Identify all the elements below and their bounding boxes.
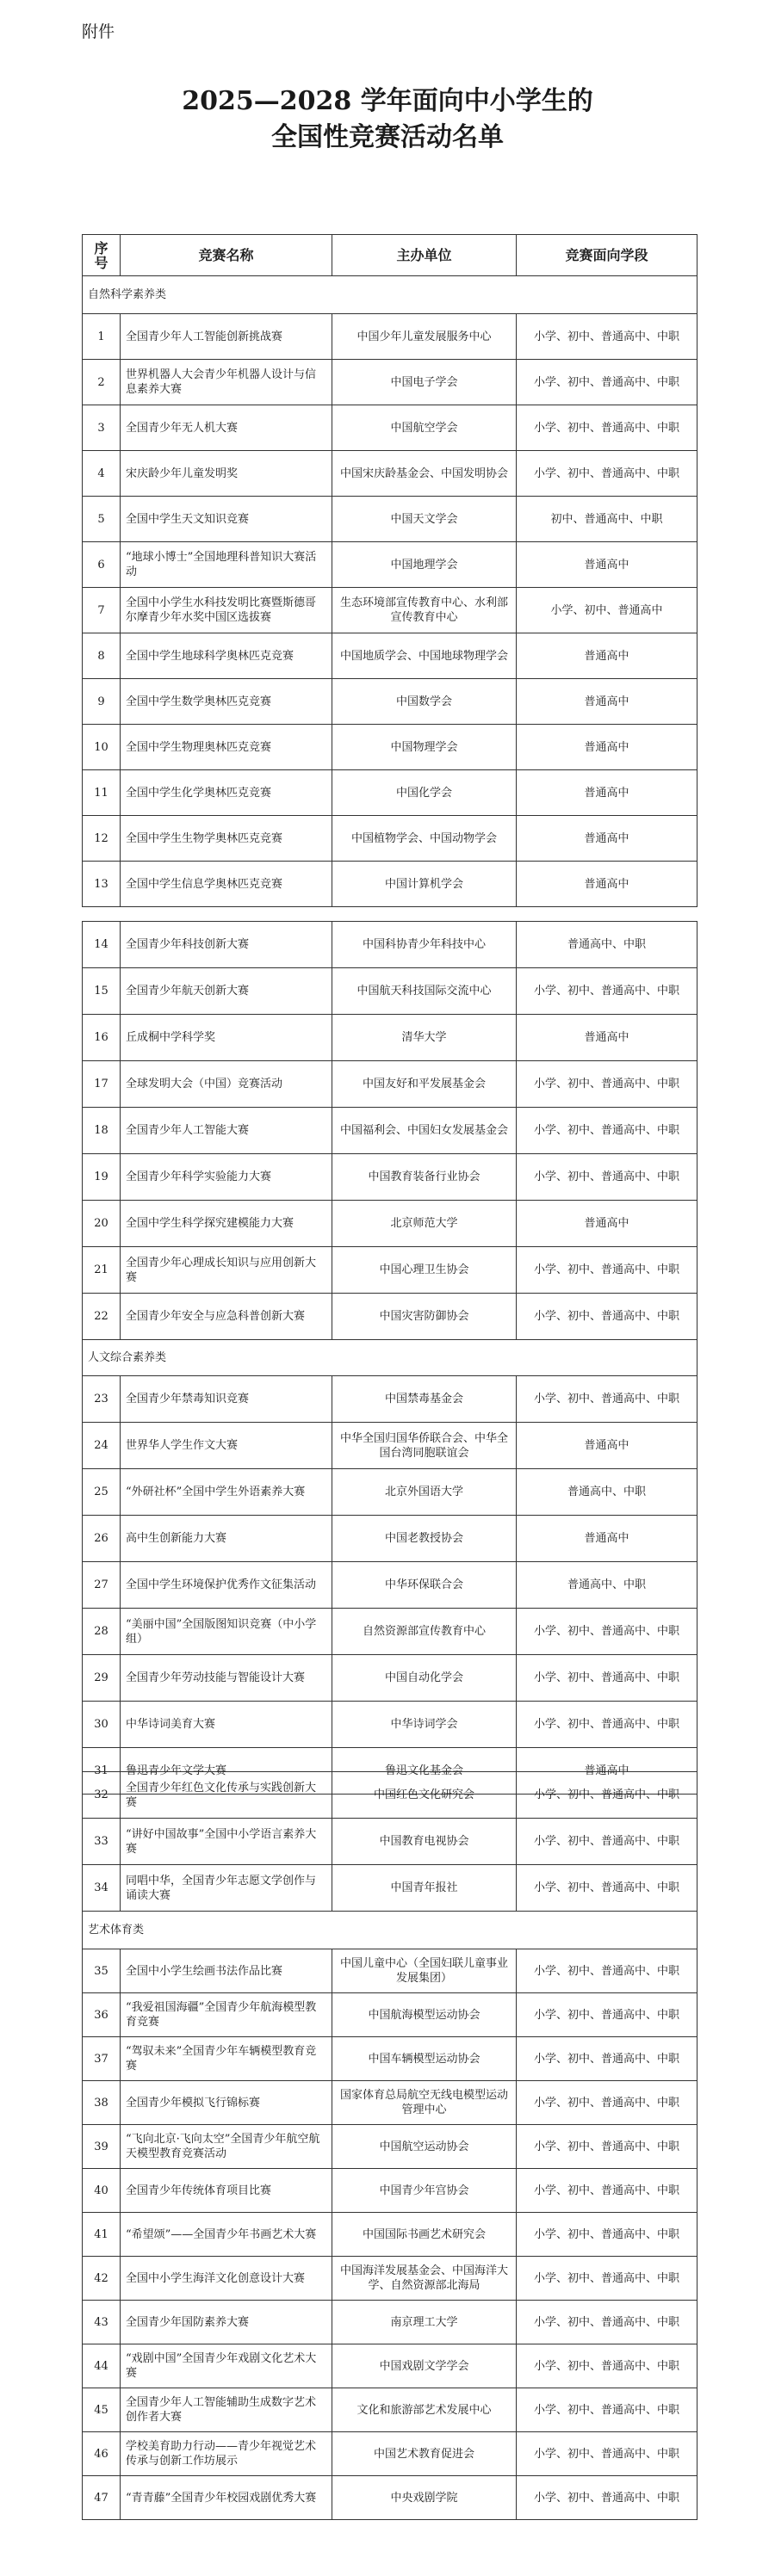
- target-stage: 普通高中、中职: [517, 1562, 698, 1609]
- competition-name: 全国中学生化学奥林匹克竞赛: [121, 770, 332, 816]
- competition-name: 全国中小学生海洋文化创意设计大赛: [121, 2257, 332, 2301]
- table-row: [83, 2388, 698, 2432]
- target-stage: 普通高中: [517, 1015, 698, 1061]
- target-stage: 普通高中: [517, 679, 698, 725]
- row-number: 44: [83, 2344, 121, 2388]
- competition-name: 世界华人学生作文大赛: [121, 1423, 332, 1469]
- table-row: [83, 2081, 698, 2125]
- target-stage: 小学、初中、普通高中、中职: [517, 2257, 698, 2301]
- competition-name: 宋庆龄少年儿童发明奖: [121, 451, 332, 497]
- table-row: [83, 2125, 698, 2169]
- table-row: [83, 1154, 698, 1201]
- organizer: 中国友好和平发展基金会: [332, 1061, 517, 1108]
- target-stage: 普通高中: [517, 1201, 698, 1247]
- organizer: 中国化学会: [332, 770, 517, 816]
- competition-name: “驾驭未来”全国青少年车辆模型教育竞赛: [121, 2037, 332, 2081]
- organizer: 中国宋庆龄基金会、中国发明协会: [332, 451, 517, 497]
- table-row: [83, 1469, 698, 1516]
- row-number: 37: [83, 2037, 121, 2081]
- competition-name: 全国中学生地球科学奥林匹克竞赛: [121, 633, 332, 679]
- row-number: 43: [83, 2301, 121, 2344]
- table-row: [83, 497, 698, 542]
- row-number: 28: [83, 1609, 121, 1655]
- attachment-label: 附件: [82, 22, 115, 41]
- row-number: 8: [83, 633, 121, 679]
- organizer: 中国红色文化研究会: [332, 1772, 517, 1819]
- row-number: 23: [83, 1376, 121, 1423]
- organizer: 中国航天科技国际交流中心: [332, 968, 517, 1015]
- target-stage: 小学、初中、普通高中、中职: [517, 1993, 698, 2037]
- table-row: [83, 1108, 698, 1154]
- section-row-arts: [83, 1912, 698, 1949]
- row-number: 39: [83, 2125, 121, 2169]
- competition-name: 全国中学生物理奥林匹克竞赛: [121, 725, 332, 770]
- row-number: 41: [83, 2213, 121, 2257]
- table-row: [83, 1609, 698, 1655]
- competition-name: 全国中小学生绘画书法作品比赛: [121, 1949, 332, 1993]
- row-number: 30: [83, 1702, 121, 1748]
- section-label: 人文综合素养类: [83, 1340, 698, 1376]
- competition-name: 全球发明大会（中国）竞赛活动: [121, 1061, 332, 1108]
- target-stage: 小学、初中、普通高中、中职: [517, 968, 698, 1015]
- target-stage: 小学、初中、普通高中、中职: [517, 2388, 698, 2432]
- section-row-humanities: [83, 1340, 698, 1376]
- table-row: [83, 1061, 698, 1108]
- row-number: 16: [83, 1015, 121, 1061]
- row-number: 21: [83, 1247, 121, 1294]
- target-stage: 普通高中、中职: [517, 922, 698, 968]
- header-stage: 竞赛面向学段: [517, 235, 698, 276]
- row-number: 45: [83, 2388, 121, 2432]
- competition-name: “飞向北京·飞向太空”全国青少年航空航天模型教育竞赛活动: [121, 2125, 332, 2169]
- row-number: 12: [83, 816, 121, 862]
- competition-name: 全国青少年航天创新大赛: [121, 968, 332, 1015]
- competition-name: “我爱祖国海疆”全国青少年航海模型教育竞赛: [121, 1993, 332, 2037]
- table-row: [83, 770, 698, 816]
- organizer: 中国地质学会、中国地球物理学会: [332, 633, 517, 679]
- competition-name: 全国青少年人工智能辅助生成数字艺术创作者大赛: [121, 2388, 332, 2432]
- table-row: [83, 1423, 698, 1469]
- table-row: [83, 1819, 698, 1865]
- competition-name: 全国中学生环境保护优秀作文征集活动: [121, 1562, 332, 1609]
- row-number: 25: [83, 1469, 121, 1516]
- competition-name: 全国中学生生物学奥林匹克竞赛: [121, 816, 332, 862]
- table-row: [83, 2344, 698, 2388]
- target-stage: 小学、初中、普通高中、中职: [517, 314, 698, 360]
- organizer: 生态环境部宣传教育中心、水利部宣传教育中心: [332, 588, 517, 633]
- table-row: [83, 725, 698, 770]
- target-stage: 小学、初中、普通高中、中职: [517, 2301, 698, 2344]
- competition-name: “希望颂”——全国青少年书画艺术大赛: [121, 2213, 332, 2257]
- competition-name: “戏剧中国”全国青少年戏剧文化艺术大赛: [121, 2344, 332, 2388]
- row-number: 34: [83, 1865, 121, 1912]
- table-row: [83, 1702, 698, 1748]
- table-row: [83, 1562, 698, 1609]
- row-number: 17: [83, 1061, 121, 1108]
- organizer: 中国青少年宫协会: [332, 2169, 517, 2213]
- target-stage: 普通高中: [517, 1516, 698, 1562]
- organizer: 中国航空运动协会: [332, 2125, 517, 2169]
- organizer: 自然资源部宣传教育中心: [332, 1609, 517, 1655]
- table-row: [83, 314, 698, 360]
- organizer: 北京师范大学: [332, 1201, 517, 1247]
- table-row: [83, 862, 698, 907]
- organizer: 中国教育装备行业协会: [332, 1154, 517, 1201]
- row-number: 36: [83, 1993, 121, 2037]
- organizer: 中国计算机学会: [332, 862, 517, 907]
- competition-name: 全国青少年科学实验能力大赛: [121, 1154, 332, 1201]
- table-row: [83, 542, 698, 588]
- target-stage: 小学、初中、普通高中、中职: [517, 1772, 698, 1819]
- organizer: 中国灾害防御协会: [332, 1294, 517, 1340]
- target-stage: 小学、初中、普通高中、中职: [517, 1865, 698, 1912]
- target-stage: 普通高中: [517, 770, 698, 816]
- row-number: 24: [83, 1423, 121, 1469]
- organizer: 中华诗词学会: [332, 1702, 517, 1748]
- row-number: 46: [83, 2432, 121, 2476]
- target-stage: 普通高中: [517, 1423, 698, 1469]
- header-org: 主办单位: [332, 235, 517, 276]
- organizer: 中国国际书画艺术研究会: [332, 2213, 517, 2257]
- row-number: 4: [83, 451, 121, 497]
- row-number: 19: [83, 1154, 121, 1201]
- competition-name: 世界机器人大会青少年机器人设计与信息素养大赛: [121, 360, 332, 405]
- table-row: [83, 2432, 698, 2476]
- organizer: 中央戏剧学院: [332, 2476, 517, 2520]
- organizer: 中华全国归国华侨联合会、中华全国台湾同胞联谊会: [332, 1423, 517, 1469]
- table-row: [83, 1949, 698, 1993]
- row-number: 6: [83, 542, 121, 588]
- table-row: [83, 588, 698, 633]
- row-number: 18: [83, 1108, 121, 1154]
- organizer: 中国天文学会: [332, 497, 517, 542]
- target-stage: 普通高中: [517, 633, 698, 679]
- table-row: [83, 679, 698, 725]
- organizer: 文化和旅游部艺术发展中心: [332, 2388, 517, 2432]
- document-title-line1: 2025—2028 学年面向中小学生的: [182, 86, 593, 116]
- row-number: 22: [83, 1294, 121, 1340]
- target-stage: 小学、初中、普通高中、中职: [517, 2476, 698, 2520]
- table-row: [83, 2169, 698, 2213]
- table-row: [83, 2257, 698, 2301]
- competition-name: 全国青少年传统体育项目比赛: [121, 2169, 332, 2213]
- table-row: [83, 2213, 698, 2257]
- organizer: 清华大学: [332, 1015, 517, 1061]
- organizer: 中国老教授协会: [332, 1516, 517, 1562]
- competition-table-block-1: [82, 234, 698, 907]
- organizer: 中国艺术教育促进会: [332, 2432, 517, 2476]
- target-stage: 普通高中: [517, 1748, 698, 1795]
- row-number: 9: [83, 679, 121, 725]
- table-row: [83, 968, 698, 1015]
- table-row: [83, 1993, 698, 2037]
- competition-name: “青青藤”全国青少年校园戏剧优秀大赛: [121, 2476, 332, 2520]
- organizer: 中国车辆模型运动协会: [332, 2037, 517, 2081]
- organizer: 国家体育总局航空无线电模型运动管理中心: [332, 2081, 517, 2125]
- row-number: 29: [83, 1655, 121, 1702]
- header-name: 竞赛名称: [121, 235, 332, 276]
- target-stage: 小学、初中、普通高中、中职: [517, 1949, 698, 1993]
- target-stage: 小学、初中、普通高中、中职: [517, 405, 698, 451]
- organizer: 中国禁毒基金会: [332, 1376, 517, 1423]
- target-stage: 小学、初中、普通高中、中职: [517, 1609, 698, 1655]
- table-row: [83, 1247, 698, 1294]
- row-number: 20: [83, 1201, 121, 1247]
- target-stage: 初中、普通高中、中职: [517, 497, 698, 542]
- organizer: 中国心理卫生协会: [332, 1247, 517, 1294]
- table-row: [83, 633, 698, 679]
- competition-name: 全国中学生科学探究建模能力大赛: [121, 1201, 332, 1247]
- target-stage: 普通高中: [517, 862, 698, 907]
- target-stage: 小学、初中、普通高中、中职: [517, 360, 698, 405]
- competition-name: 全国中学生信息学奥林匹克竞赛: [121, 862, 332, 907]
- organizer: 中国福利会、中国妇女发展基金会: [332, 1108, 517, 1154]
- organizer: 北京外国语大学: [332, 1469, 517, 1516]
- table-row: [83, 1772, 698, 1819]
- target-stage: 普通高中: [517, 816, 698, 862]
- competition-name: 全国青少年劳动技能与智能设计大赛: [121, 1655, 332, 1702]
- organizer: 南京理工大学: [332, 2301, 517, 2344]
- table-row: [83, 1015, 698, 1061]
- table-row: [83, 1376, 698, 1423]
- section-row-science: [83, 276, 698, 314]
- competition-name: 高中生创新能力大赛: [121, 1516, 332, 1562]
- competition-name: 学校美育助力行动——青少年视觉艺术传承与创新工作坊展示: [121, 2432, 332, 2476]
- competition-table-block-2: [82, 921, 698, 1795]
- competition-name: 全国青少年科技创新大赛: [121, 922, 332, 968]
- target-stage: 小学、初中、普通高中: [517, 588, 698, 633]
- organizer: 中国植物学会、中国动物学会: [332, 816, 517, 862]
- row-number: 38: [83, 2081, 121, 2125]
- target-stage: 小学、初中、普通高中、中职: [517, 451, 698, 497]
- table-row: [83, 451, 698, 497]
- organizer: 中国少年儿童发展服务中心: [332, 314, 517, 360]
- organizer: 中国科协青少年科技中心: [332, 922, 517, 968]
- section-label: 自然科学素养类: [83, 276, 698, 314]
- table-row: [83, 1516, 698, 1562]
- table-header-row: [83, 235, 698, 276]
- row-number: 10: [83, 725, 121, 770]
- organizer: 中国航空学会: [332, 405, 517, 451]
- organizer: 中国地理学会: [332, 542, 517, 588]
- organizer: 中国青年报社: [332, 1865, 517, 1912]
- table-row: [83, 2476, 698, 2520]
- row-number: 42: [83, 2257, 121, 2301]
- row-number: 40: [83, 2169, 121, 2213]
- competition-name: 全国青少年模拟飞行锦标赛: [121, 2081, 332, 2125]
- section-label: 艺术体育类: [83, 1912, 698, 1949]
- competition-name: 同唱中华，全国青少年志愿文学创作与诵读大赛: [121, 1865, 332, 1912]
- row-number: 27: [83, 1562, 121, 1609]
- row-number: 7: [83, 588, 121, 633]
- table-row: [83, 2037, 698, 2081]
- competition-name: 全国青少年无人机大赛: [121, 405, 332, 451]
- table-row: [83, 816, 698, 862]
- target-stage: 小学、初中、普通高中、中职: [517, 1819, 698, 1865]
- row-number: 1: [83, 314, 121, 360]
- document-title-line2: 全国性竞赛活动名单: [271, 122, 504, 152]
- row-number: 26: [83, 1516, 121, 1562]
- competition-name: 鲁迅青少年文学大赛: [121, 1748, 332, 1795]
- competition-name: 全国中学生数学奥林匹克竞赛: [121, 679, 332, 725]
- target-stage: 小学、初中、普通高中、中职: [517, 2081, 698, 2125]
- target-stage: 小学、初中、普通高中、中职: [517, 1702, 698, 1748]
- competition-name: 全国青少年人工智能创新挑战赛: [121, 314, 332, 360]
- row-number: 3: [83, 405, 121, 451]
- target-stage: 小学、初中、普通高中、中职: [517, 1247, 698, 1294]
- competition-name: 全国中小学生水科技发明比赛暨斯德哥尔摩青少年水奖中国区选拔赛: [121, 588, 332, 633]
- row-number: 31: [83, 1748, 121, 1795]
- competition-name: “外研社杯”全国中学生外语素养大赛: [121, 1469, 332, 1516]
- row-number: 33: [83, 1819, 121, 1865]
- organizer: 中国数学会: [332, 679, 517, 725]
- target-stage: 小学、初中、普通高中、中职: [517, 2125, 698, 2169]
- organizer: 中国电子学会: [332, 360, 517, 405]
- competition-name: “讲好中国故事”全国中小学语言素养大赛: [121, 1819, 332, 1865]
- target-stage: 普通高中: [517, 542, 698, 588]
- row-number: 35: [83, 1949, 121, 1993]
- row-number: 2: [83, 360, 121, 405]
- table-row: [83, 1655, 698, 1702]
- row-number: 14: [83, 922, 121, 968]
- organizer: 中国教育电视协会: [332, 1819, 517, 1865]
- row-number: 13: [83, 862, 121, 907]
- table-row: [83, 1201, 698, 1247]
- target-stage: 小学、初中、普通高中、中职: [517, 1376, 698, 1423]
- row-number: 32: [83, 1772, 121, 1819]
- competition-name: 全国青少年人工智能大赛: [121, 1108, 332, 1154]
- organizer: 中国戏剧文学学会: [332, 2344, 517, 2388]
- target-stage: 小学、初中、普通高中、中职: [517, 2169, 698, 2213]
- target-stage: 小学、初中、普通高中、中职: [517, 1061, 698, 1108]
- organizer: 中国物理学会: [332, 725, 517, 770]
- table-row: [83, 2301, 698, 2344]
- competition-name: “美丽中国”全国版图知识竞赛（中小学组）: [121, 1609, 332, 1655]
- competition-name: 中华诗词美育大赛: [121, 1702, 332, 1748]
- competition-name: 全国青少年国防素养大赛: [121, 2301, 332, 2344]
- row-number: 5: [83, 497, 121, 542]
- competition-name: 全国中学生天文知识竞赛: [121, 497, 332, 542]
- competition-name: “地球小博士”全国地理科普知识大赛活动: [121, 542, 332, 588]
- competition-name: 全国青少年红色文化传承与实践创新大赛: [121, 1772, 332, 1819]
- target-stage: 普通高中、中职: [517, 1469, 698, 1516]
- target-stage: 小学、初中、普通高中、中职: [517, 1655, 698, 1702]
- competition-table-block-3: [82, 1771, 698, 2520]
- organizer: 中国儿童中心（全国妇联儿童事业发展集团）: [332, 1949, 517, 1993]
- competition-name: 丘成桐中学科学奖: [121, 1015, 332, 1061]
- target-stage: 小学、初中、普通高中、中职: [517, 1108, 698, 1154]
- row-number: 15: [83, 968, 121, 1015]
- competition-name: 全国青少年心理成长知识与应用创新大赛: [121, 1247, 332, 1294]
- table-row: [83, 360, 698, 405]
- target-stage: 小学、初中、普通高中、中职: [517, 1154, 698, 1201]
- target-stage: 普通高中: [517, 725, 698, 770]
- target-stage: 小学、初中、普通高中、中职: [517, 2213, 698, 2257]
- competition-name: 全国青少年禁毒知识竞赛: [121, 1376, 332, 1423]
- header-no: 序号: [83, 235, 121, 276]
- target-stage: 小学、初中、普通高中、中职: [517, 2344, 698, 2388]
- row-number: 11: [83, 770, 121, 816]
- row-number: 47: [83, 2476, 121, 2520]
- table-row: [83, 405, 698, 451]
- organizer: 中国海洋发展基金会、中国海洋大学、自然资源部北海局: [332, 2257, 517, 2301]
- competition-name: 全国青少年安全与应急科普创新大赛: [121, 1294, 332, 1340]
- organizer: 中华环保联合会: [332, 1562, 517, 1609]
- table-row: [83, 922, 698, 968]
- target-stage: 小学、初中、普通高中、中职: [517, 2037, 698, 2081]
- organizer: 中国航海模型运动协会: [332, 1993, 517, 2037]
- target-stage: 小学、初中、普通高中、中职: [517, 1294, 698, 1340]
- table-row: [83, 1865, 698, 1912]
- table-row: [83, 1294, 698, 1340]
- organizer: 中国自动化学会: [332, 1655, 517, 1702]
- target-stage: 小学、初中、普通高中、中职: [517, 2432, 698, 2476]
- organizer: 鲁迅文化基金会: [332, 1748, 517, 1795]
